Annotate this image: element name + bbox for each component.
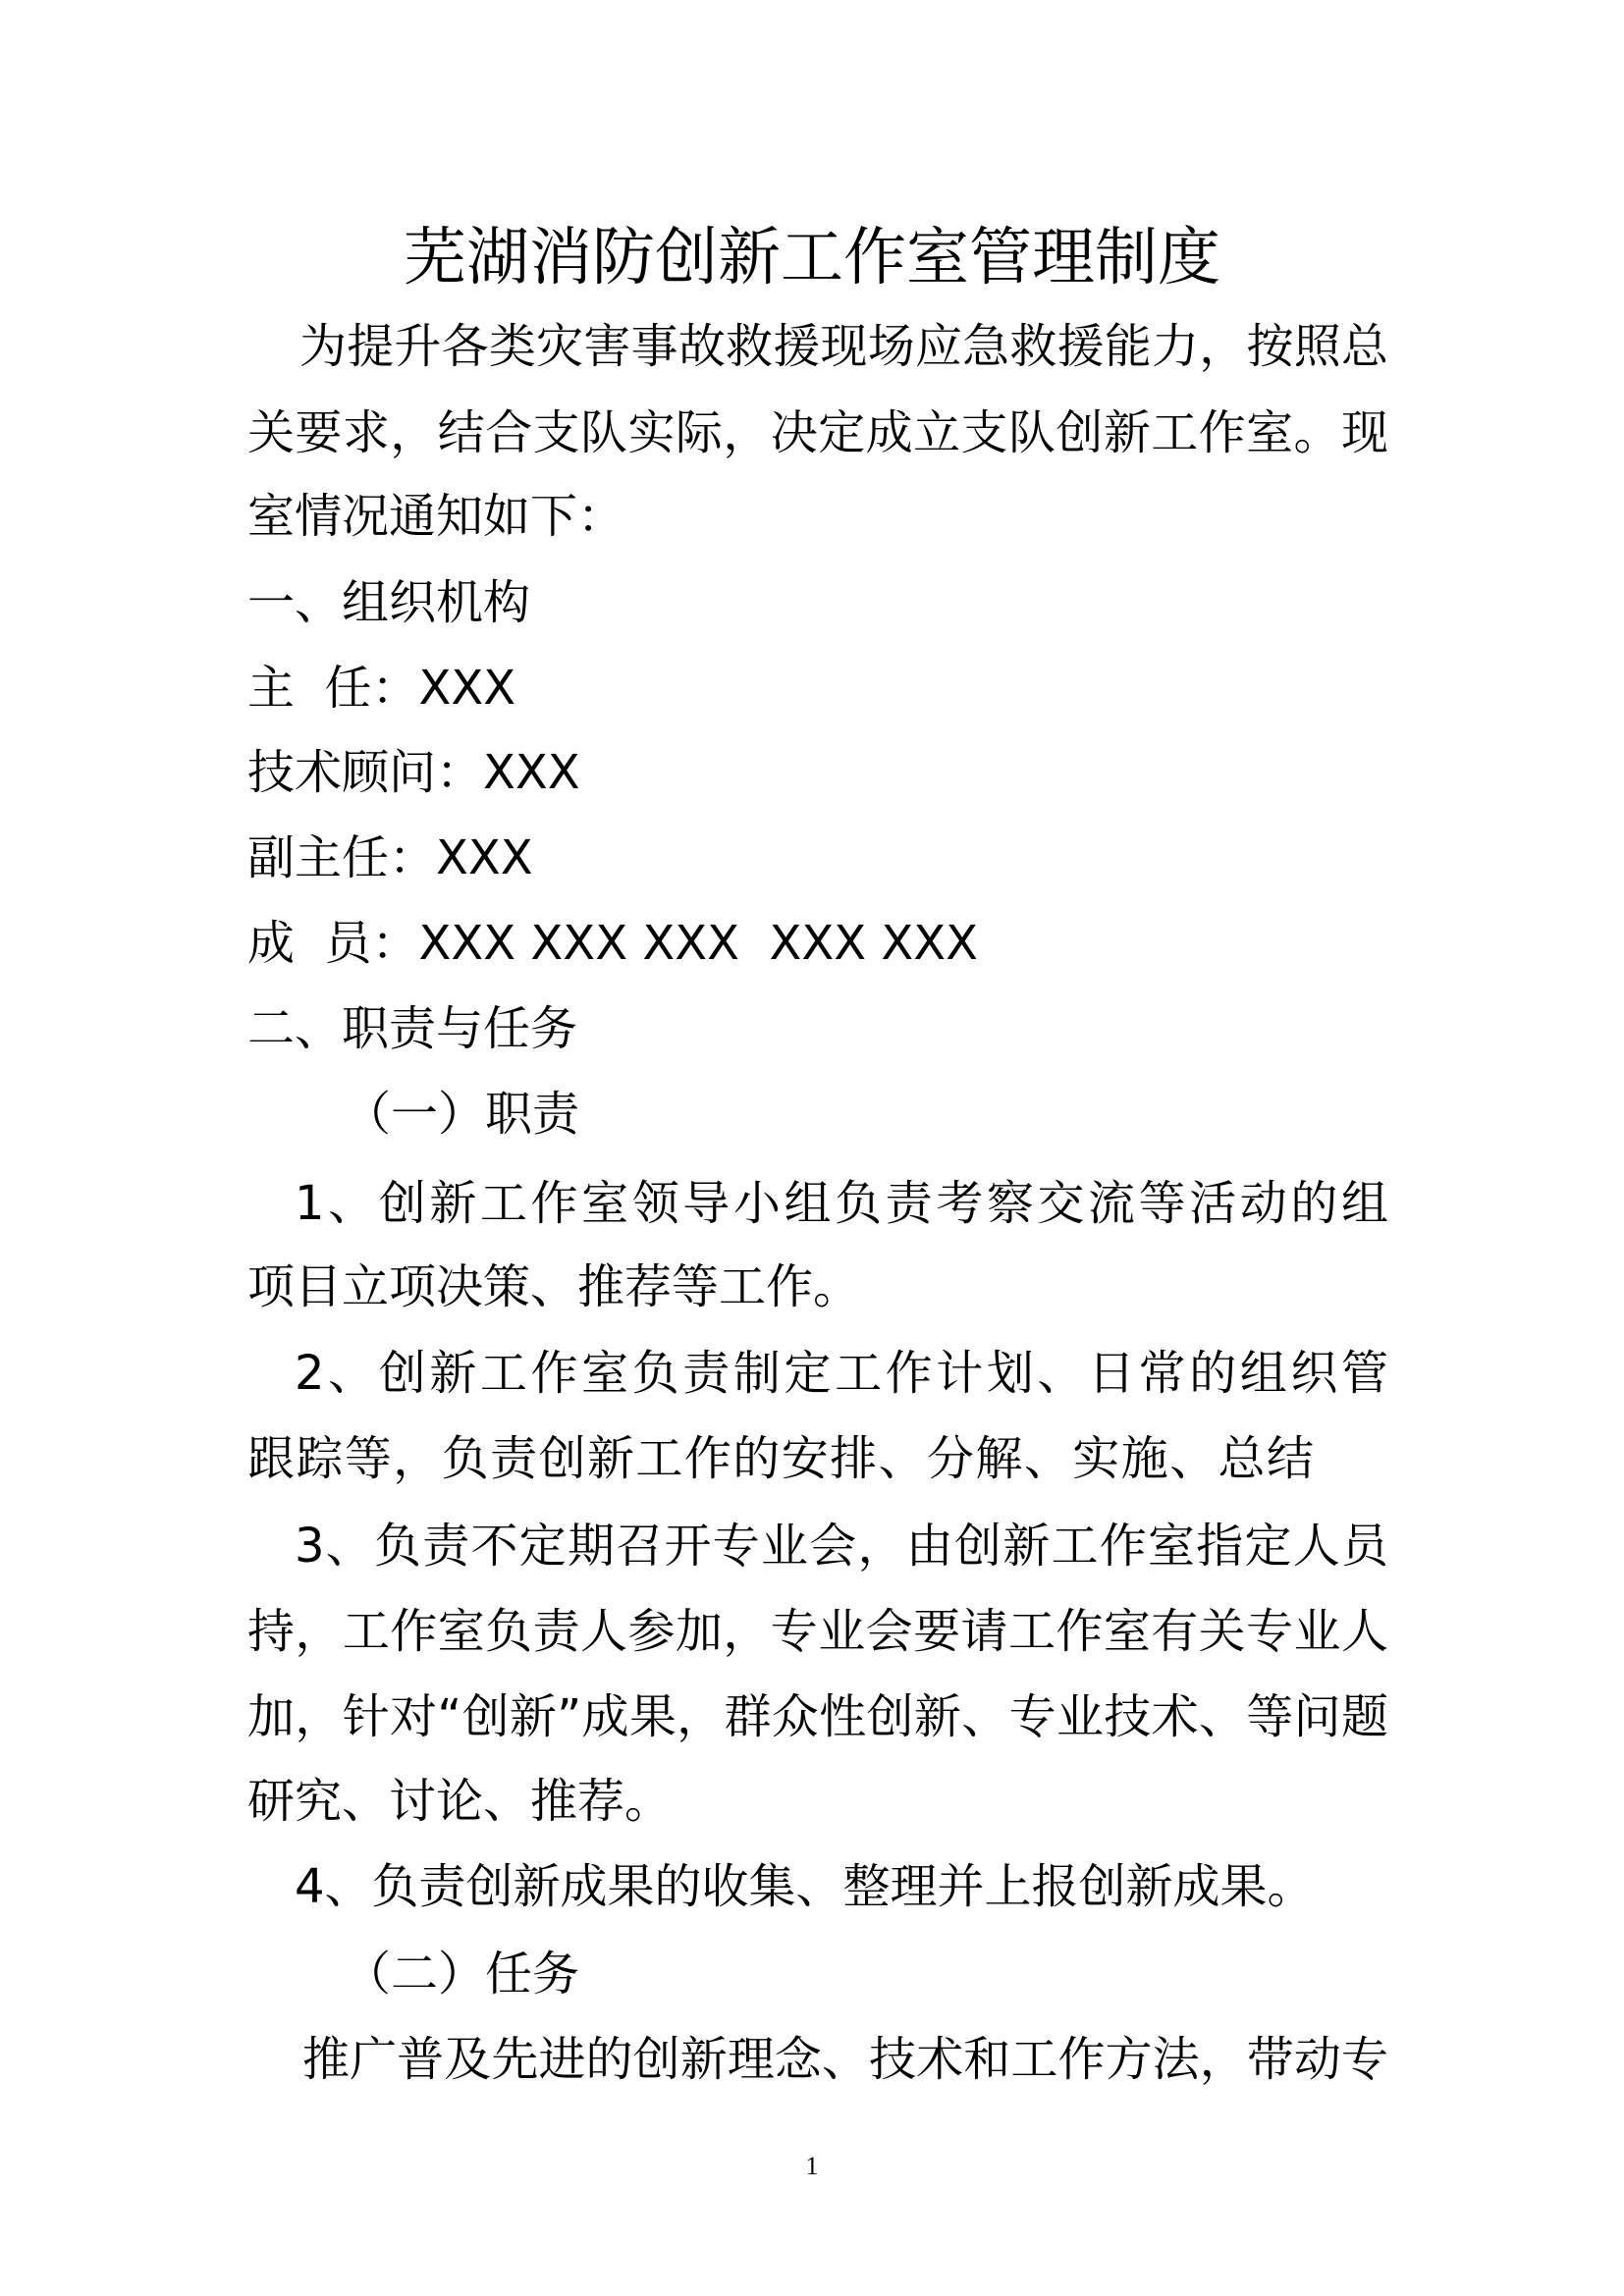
page-number: 1 [805,2152,819,2180]
org-deputy: 副主任：XXX [247,830,533,885]
duty-line: 2、创新工作室负责制定工作计划、日常的组织管 [295,1346,1388,1401]
subsection-heading: （一）职责 [344,1087,580,1142]
document-title: 芜湖消防创新工作室管理制度 [404,222,1220,294]
intro-line: 为提升各类灾害事故救援现场应急救援能力，按照总 [299,319,1388,374]
org-members: 成 员：XXX XXX XXX XXX XXX [247,916,979,971]
duty-line: 项目立项决策、推荐等工作。 [247,1259,861,1314]
intro-line: 室情况通知如下： [247,489,625,544]
duty-line: 研究、讨论、推荐。 [247,1774,673,1829]
duty-line: 持，工作室负责人参加，专业会要请工作室有关专业人 [247,1604,1388,1659]
intro-line: 关要求，结合支队实际，决定成立支队创新工作室。现 [247,405,1388,460]
subsection-heading: （二）任务 [344,1947,580,2002]
duty-line: 加，针对“创新”成果，群众性创新、专业技术、等问题 [247,1689,1388,1744]
section-heading: 二、职责与任务 [247,1001,578,1056]
duty-line: 1、创新工作室领导小组负责考察交流等活动的组 [295,1176,1388,1231]
section-heading: 一、组织机构 [247,575,531,630]
duty-line: 3、负责不定期召开专业会，由创新工作室指定人员 [295,1519,1388,1574]
duty-line: 跟踪等，负责创新工作的安排、分解、实施、总结 [247,1431,1314,1486]
duty-line: 4、负责创新成果的收集、整理并上报创新成果。 [295,1859,1315,1914]
org-director: 主 任：XXX [247,661,516,716]
task-line: 推广普及先进的创新理念、技术和工作方法，带动专 [302,2032,1388,2087]
org-advisor: 技术顾问：XXX [247,745,580,800]
